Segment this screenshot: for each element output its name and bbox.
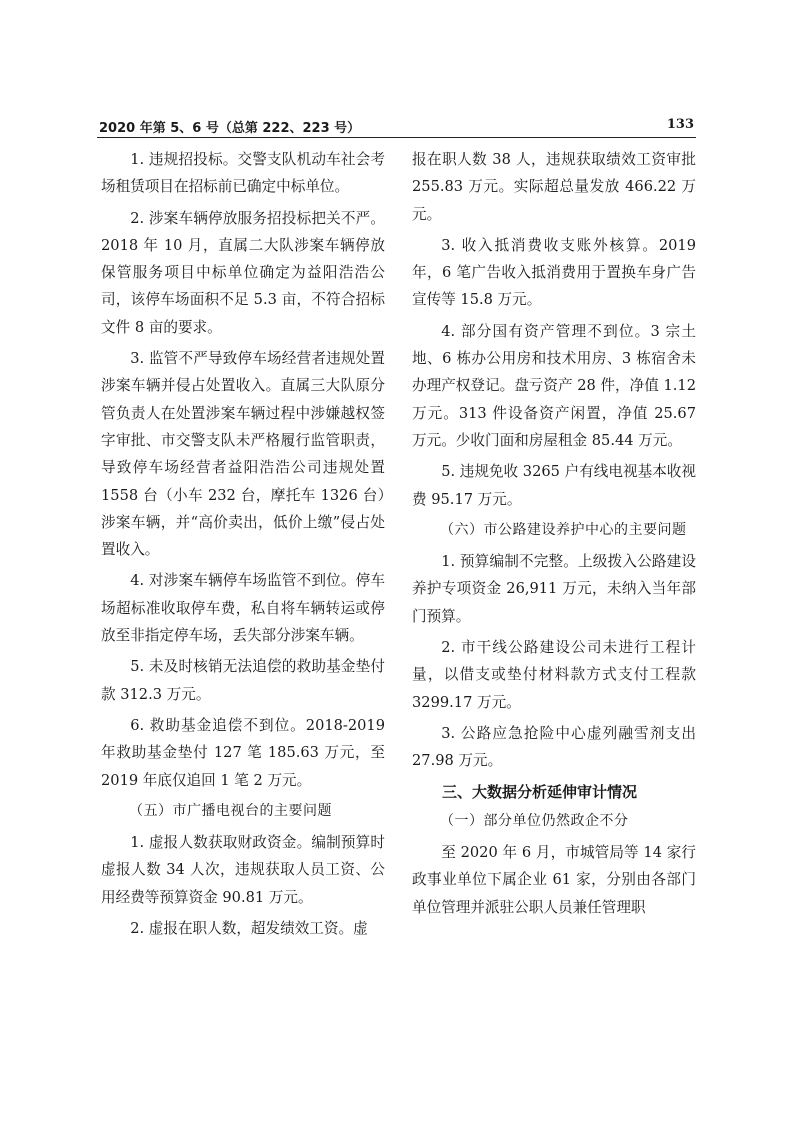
paragraph: 2. 虚报在职人数，超发绩效工资。虚 xyxy=(130,920,368,938)
paragraph: 2. 涉案车辆停放服务招投标把关不严。2018 年 10 月，直属二大队涉案车辆停放保管服务项目中标单位确定为益阳浩浩公司，该停车场面积不足 5.3 亩，不符合招标文件 8 亩的要求。 xyxy=(101,209,385,336)
paragraph: 3. 公路应急抢险中心虚列融雪剂支出 27.98 万元。 xyxy=(412,724,696,770)
paragraph: 3. 监管不严导致停车场经营者违规处置涉案车辆并侵占处置收入。直属三大队原分管负责人在处置涉案车辆过程中涉嫌越权签字审批、市交警支队未严格履行监管职责，导致停车场经营者益阳浩浩公司违规处置 1558 台（小车 232 台，摩托车 1326 台）涉案车辆，并“高价卖出，低价上缴”侵占处置收入。 xyxy=(101,350,385,559)
right-column xyxy=(412,146,696,925)
section-heading: 三、大数据分析延伸审计情况 xyxy=(442,782,638,801)
paragraph: 4. 部分国有资产管理不到位。3 宗土地、6 栋办公用房和技术用房、3 栋宿舍未办理产权登记。盘亏资产 28 件，净值 1.12 万元。313 件设备资产闲置，净值 25.67 万元。少收门面和房屋租金 85.44 万元。 xyxy=(412,322,696,449)
paragraph: 4. 对涉案车辆停车场监管不到位。停车场超标准收取停车费，私自将车辆转运或停放至非指定停车场，丢失部分涉案车辆。 xyxy=(101,572,385,645)
paragraph: 2. 市干线公路建设公司未进行工程计量，以借支或垫付材料款方式支付工程款 3299.17 万元。 xyxy=(412,639,696,711)
paragraph: 1. 预算编制不完整。上级拨入公路建设养护专项资金 26,911 万元，未纳入当年部门预算。 xyxy=(412,553,696,625)
page-header xyxy=(97,117,696,138)
page-number: 133 xyxy=(666,117,694,132)
issue-info: 2020 年第 5、6 号（总第 222、223 号） xyxy=(99,121,361,136)
paragraph: 5. 未及时核销无法追偿的救助基金垫付款 312.3 万元。 xyxy=(101,658,385,703)
paragraph: 1. 虚报人数获取财政资金。编制预算时虚报人数 34 人次，违规获取人员工资、公用经费等预算资金 90.81 万元。 xyxy=(101,834,385,906)
paragraph: 5. 违规免收 3265 户有线电视基本收视费 95.17 万元。 xyxy=(412,463,696,508)
paragraph: 1. 违规招投标。交警支队机动车社会考场租赁项目在招标前已确定中标单位。 xyxy=(101,151,385,196)
left-column xyxy=(101,146,385,946)
paragraph: 6. 救助基金追偿不到位。2018-2019 年救助基金垫付 127 笔 185.63 万元，至 2019 年底仅追回 1 笔 2 万元。 xyxy=(101,716,385,789)
paragraph: 至 2020 年 6 月，市城管局等 14 家行政事业单位下属企业 61 家，分别由各部门单位管理并派驻公职人员兼任管理职 xyxy=(412,844,696,916)
subsection-heading: （五）市广播电视台的主要问题 xyxy=(129,802,332,819)
paragraph: 3. 收入抵消费收支账外核算。2019 年，6 笔广告收入抵消费用于置换车身广告宣传等 15.8 万元。 xyxy=(412,236,696,309)
subsection-heading: （一）部分单位仍然政企不分 xyxy=(440,812,629,829)
paragraph-continued: 报在职人数 38 人，违规获取绩效工资审批 255.83 万元。实际超总量发放 466.22 万元。 xyxy=(412,151,696,223)
subsection-heading: （六）市公路建设养护中心的主要问题 xyxy=(440,521,687,538)
